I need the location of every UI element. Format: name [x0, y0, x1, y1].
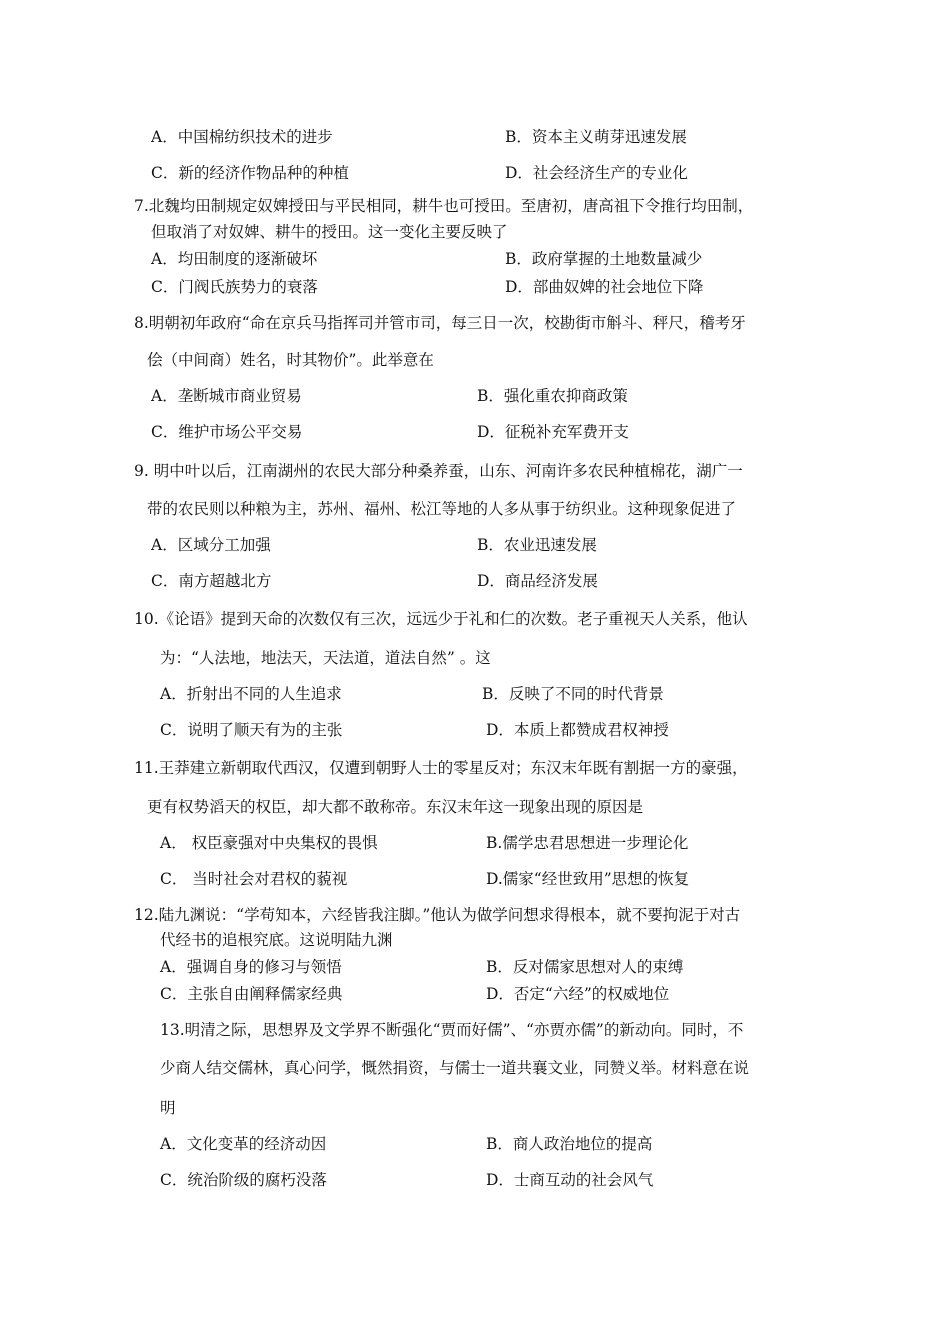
question-stem: 7.北魏均田制规定奴婢授田与平民相同，耕牛也可授田。至唐初，唐高祖下令推行均田制，	[134, 197, 754, 215]
question-stem: 但取消了对奴婢、耕牛的授田。这一变化主要反映了	[151, 223, 508, 241]
option-d[interactable]: D．本质上都赞成君权神授	[486, 721, 669, 739]
option-c[interactable]: C．南方超越北方	[151, 572, 272, 590]
question-stem: 带的农民则以种粮为主，苏州、福州、松江等地的人多从事于纺织业。这种现象促进了	[147, 500, 737, 518]
option-d[interactable]: D.儒家“经世致用”思想的恢复	[486, 870, 690, 888]
option-c[interactable]: C．说明了顺天有为的主张	[160, 721, 343, 739]
question-stem: 10.《论语》提到天命的次数仅有三次，远远少于礼和仁的次数。老子重视天人关系，他认	[134, 610, 748, 628]
question-stem: 8.明朝初年政府“命在京兵马指挥司并管市司，每三日一次，校勘街市斛斗、秤尺，稽考牙	[134, 314, 746, 332]
option-a[interactable]: A．垄断城市商业贸易	[151, 387, 302, 405]
option-d[interactable]: D．商品经济发展	[477, 572, 598, 590]
question-stem: 13.明清之际，思想界及文学界不断强化“贾而好儒”、“亦贾亦儒”的新动向。同时，不	[160, 1021, 744, 1039]
question-stem: 侩（中间商）姓名，时其物价”。此举意在	[147, 351, 434, 369]
option-a[interactable]: A．折射出不同的人生追求	[160, 685, 342, 703]
option-b[interactable]: B．政府掌握的土地数量减少	[505, 250, 703, 268]
option-a[interactable]: A．均田制度的逐渐破坏	[151, 250, 318, 268]
question-stem: 12.陆九渊说：“学苟知本，六经皆我注脚。”他认为做学问想求得根本，就不要拘泥于对古	[134, 906, 741, 924]
option-a[interactable]: A．中国棉纺织技术的进步	[151, 128, 333, 146]
question-stem: 少商人结交儒林，真心问学，慨然捐资，与儒士一道共襄文业，同赞义举。材料意在说	[160, 1059, 750, 1077]
option-a[interactable]: A．区域分工加强	[151, 536, 271, 554]
option-b[interactable]: B．商人政治地位的提高	[486, 1135, 653, 1153]
option-c[interactable]: C．主张自由阐释儒家经典	[160, 985, 343, 1003]
question-stem: 代经书的追根究底。这说明陆九渊	[160, 931, 393, 949]
option-c[interactable]: C．门阀氏族势力的衰落	[151, 278, 318, 296]
option-c[interactable]: C．新的经济作物品种的种植	[151, 164, 349, 182]
option-b[interactable]: B.儒学忠君思想进一步理论化	[486, 834, 689, 852]
option-c[interactable]: C． 当时社会对君权的藐视	[160, 870, 348, 888]
option-b[interactable]: B．强化重农抑商政策	[477, 387, 628, 405]
option-b[interactable]: B．农业迅速发展	[477, 536, 597, 554]
option-b[interactable]: B．反对儒家思想对人的束缚	[486, 958, 684, 976]
option-a[interactable]: A．强调自身的修习与领悟	[160, 958, 342, 976]
question-stem: 更有权势滔天的权臣，却大都不敢称帝。东汉末年这一现象出现的原因是	[147, 798, 644, 816]
option-a[interactable]: A． 权臣豪强对中央集权的畏惧	[160, 834, 378, 852]
option-d[interactable]: D．征税补充军费开支	[477, 423, 629, 441]
option-a[interactable]: A．文化变革的经济动因	[160, 1135, 327, 1153]
option-d[interactable]: D．部曲奴婢的社会地位下降	[505, 278, 704, 296]
option-c[interactable]: C．统治阶级的腐朽没落	[160, 1171, 327, 1189]
option-d[interactable]: D．士商互动的社会风气	[486, 1171, 654, 1189]
question-stem: 明	[160, 1099, 176, 1117]
option-d[interactable]: D．社会经济生产的专业化	[505, 164, 688, 182]
option-d[interactable]: D．否定“六经”的权威地位	[486, 985, 670, 1003]
option-b[interactable]: B．反映了不同的时代背景	[482, 685, 664, 703]
option-c[interactable]: C．维护市场公平交易	[151, 423, 303, 441]
option-b[interactable]: B．资本主义萌芽迅速发展	[505, 128, 687, 146]
question-stem: 9. 明中叶以后，江南湖州的农民大部分种桑养蚕，山东、河南许多农民种植棉花，湖广一	[134, 462, 743, 480]
question-stem: 为：“人法地，地法天，天法道，道法自然” 。这	[160, 649, 491, 667]
question-stem: 11.王莽建立新朝取代西汉，仅遭到朝野人士的零星反对；东汉末年既有割据一方的豪强，	[134, 759, 748, 777]
